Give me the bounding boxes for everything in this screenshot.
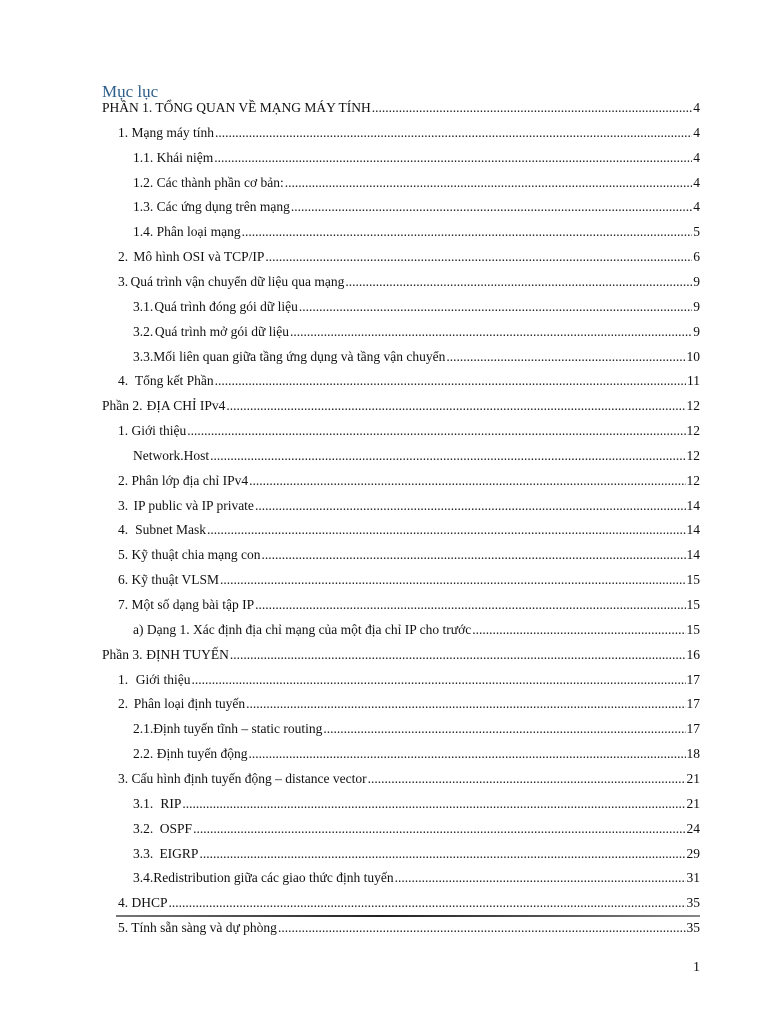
toc-entry-number: 3.3. <box>133 348 154 364</box>
toc-entry-number: 1. <box>118 671 129 687</box>
toc-entry[interactable] <box>118 123 700 143</box>
toc-entry-page: 35 <box>686 895 700 911</box>
dot-leader <box>187 421 685 441</box>
toc-entry-page: 10 <box>686 348 700 364</box>
toc-entry[interactable] <box>102 645 700 665</box>
toc-entry[interactable] <box>118 893 700 913</box>
toc-entry-page: 9 <box>693 298 700 314</box>
toc-entry-label: a) Dạng 1. Xác định địa chỉ mạng của một địa chỉ IP cho trước <box>133 621 472 637</box>
dot-leader <box>299 297 692 317</box>
toc-entry-label: Network.Host <box>133 447 210 463</box>
dot-leader <box>265 247 692 267</box>
toc-entry[interactable] <box>133 148 700 168</box>
toc-entry-label: 3. Cấu hình định tuyến động – distance vector <box>118 770 367 786</box>
toc-entry-number: 2.2. <box>133 746 154 762</box>
dot-leader <box>249 744 686 764</box>
page-number: 1 <box>693 960 700 975</box>
toc-entry-number: 3.3. <box>133 845 154 861</box>
dot-leader <box>278 918 686 938</box>
toc-entry-page: 17 <box>686 696 700 712</box>
toc-entry-label: Tổng kết Phần <box>134 373 214 389</box>
toc-entry-number: 4. <box>118 373 129 389</box>
toc-entry[interactable] <box>118 421 700 441</box>
toc-entry[interactable] <box>118 371 700 391</box>
toc-entry[interactable] <box>118 272 700 292</box>
toc-entry[interactable] <box>133 819 700 839</box>
toc-entry[interactable] <box>133 446 700 466</box>
toc-entry-page: 4 <box>693 174 700 190</box>
toc-entry-label: 6. Kỹ thuật VLSM <box>118 572 220 588</box>
dot-leader <box>291 197 692 217</box>
toc-entry-page: 17 <box>686 721 700 737</box>
toc-entry-label: 1. Mạng máy tính <box>118 124 214 140</box>
toc-entry[interactable] <box>118 520 700 540</box>
dot-leader <box>210 446 685 466</box>
dot-leader <box>214 148 692 168</box>
dot-leader <box>323 719 685 739</box>
dot-leader <box>368 769 686 789</box>
toc-entry[interactable] <box>133 794 700 814</box>
toc-entry[interactable] <box>118 595 700 615</box>
toc-entry[interactable] <box>118 570 700 590</box>
toc-entry-page: 4 <box>693 100 700 115</box>
dot-leader <box>182 794 685 814</box>
toc-entry[interactable] <box>133 744 700 764</box>
toc-entry-label: RIP <box>160 795 182 811</box>
toc-entry-number: 2.1. <box>133 721 154 737</box>
toc-entry[interactable] <box>118 694 700 714</box>
toc-entry-page: 6 <box>693 249 700 265</box>
toc-title: Mục lục <box>102 82 159 101</box>
toc-entry-page: 15 <box>686 621 700 637</box>
toc-entry[interactable] <box>133 297 700 317</box>
toc-entry[interactable] <box>133 719 700 739</box>
toc-entry-label: 2. Phân lớp địa chỉ IPv4 <box>118 472 249 488</box>
dot-leader <box>255 595 685 615</box>
toc-entry[interactable] <box>118 247 700 267</box>
toc-entry-number: Phần 3. <box>102 646 143 662</box>
toc-entry[interactable] <box>133 197 700 217</box>
dot-leader <box>261 545 685 565</box>
toc-entry-page: 21 <box>686 795 700 811</box>
toc-entry-label: Redistribution giữa các giao thức định tuyến <box>153 870 394 886</box>
dot-leader <box>199 844 685 864</box>
toc-entry-label: 4. DHCP <box>118 895 168 911</box>
toc-entry-number: 3.1. <box>133 298 154 314</box>
toc-entry[interactable] <box>118 918 700 938</box>
toc-entry-number: 3.4. <box>133 870 154 886</box>
dot-leader <box>395 868 686 888</box>
toc-entry[interactable] <box>133 620 700 640</box>
toc-entry-page: 4 <box>693 149 700 165</box>
toc-entry-label: ĐỊNH TUYẾN <box>146 646 229 662</box>
dot-leader <box>345 272 692 292</box>
footer-rule <box>116 915 700 917</box>
toc-entry-page: 17 <box>686 671 700 687</box>
toc-entry-label: OSPF <box>159 820 193 836</box>
toc-entry-label: Subnet Mask <box>135 522 207 538</box>
toc-entry-label: 1.4. Phân loại mạng <box>133 224 241 240</box>
toc-entry-label: 5. Tính sẵn sàng và dự phòng <box>118 920 277 936</box>
toc-entry-number: 2. <box>118 696 129 712</box>
toc-entry[interactable] <box>102 396 700 416</box>
toc-entry-page: 18 <box>686 746 700 762</box>
dot-leader <box>246 694 685 714</box>
toc-entry-page: 24 <box>686 820 700 836</box>
toc-entry-number: 3. <box>118 497 129 513</box>
dot-leader <box>242 222 693 242</box>
toc-entry-label: Mối liên quan giữa tầng ứng dụng và tầng vận chuyển <box>153 348 446 364</box>
toc-entry-number: 3.1. <box>133 795 154 811</box>
toc-entry-number: 4. <box>118 522 129 538</box>
toc-entry-page: 12 <box>686 472 700 488</box>
toc-entry[interactable] <box>133 322 700 342</box>
toc-entry-label: ĐỊA CHỈ IPv4 <box>146 398 226 414</box>
toc-entry-page: 9 <box>693 323 700 339</box>
dot-leader <box>446 347 685 367</box>
dot-leader <box>372 98 692 118</box>
dot-leader <box>230 645 686 665</box>
toc-entry-label: Giới thiệu <box>135 671 191 687</box>
toc-entry[interactable] <box>118 471 700 491</box>
toc-entry-number: 2. <box>118 249 129 265</box>
toc-entry-page: 15 <box>686 572 700 588</box>
toc-entry-label: IP public và IP private <box>133 497 254 513</box>
toc-entry-page: 21 <box>686 770 700 786</box>
toc-entry-label: 5. Kỹ thuật chia mạng con <box>118 547 261 563</box>
toc-entry-label: Mô hình OSI và TCP/IP <box>133 249 265 265</box>
toc-entry-label: Quá trình đóng gói dữ liệu <box>154 298 298 314</box>
toc-entry-page: 14 <box>686 497 700 513</box>
toc-entry[interactable] <box>133 868 700 888</box>
toc-entry-label: Quá trình mở gói dữ liệu <box>154 323 289 339</box>
toc-entry[interactable] <box>118 496 700 516</box>
toc-entry-label: 7. Một số dạng bài tập IP <box>118 597 255 612</box>
toc-entry-page: 16 <box>686 646 700 662</box>
toc-entry-page: 35 <box>686 920 700 936</box>
toc-entry[interactable] <box>133 844 700 864</box>
toc-entry-page: 12 <box>686 447 700 463</box>
dot-leader <box>191 670 685 690</box>
toc-entry-label: PHẦN 1. TỔNG QUAN VỀ MẠNG MÁY TÍNH <box>102 100 371 115</box>
toc-entry[interactable] <box>102 98 700 118</box>
toc-entry-label: 1.2. Các thành phần cơ bản: <box>133 174 284 190</box>
toc-entry-page: 5 <box>693 224 700 240</box>
toc-entry-label: 1. Giới thiệu <box>118 423 187 439</box>
toc-entry-page: 12 <box>686 398 700 414</box>
dot-leader <box>193 819 685 839</box>
toc-entry-label: 1.3. Các ứng dụng trên mạng <box>133 199 290 215</box>
toc-entry-number: 3. <box>118 273 129 289</box>
toc-entry-page: 31 <box>686 870 700 886</box>
toc-entry[interactable] <box>133 173 700 193</box>
toc-entry-page: 4 <box>693 124 700 140</box>
dot-leader <box>290 322 692 342</box>
toc-entry-page: 29 <box>686 845 700 861</box>
dot-leader <box>215 371 686 391</box>
toc-entry-page: 14 <box>686 522 700 538</box>
toc-entry-number: 3.2. <box>133 820 154 836</box>
dot-leader <box>215 123 692 143</box>
toc-entry[interactable] <box>118 545 700 565</box>
toc-entry-page: 15 <box>686 597 700 612</box>
dot-leader <box>226 396 685 416</box>
dot-leader <box>255 496 686 516</box>
toc-entry-page: 12 <box>686 423 700 439</box>
toc-entry-label: Định tuyến tĩnh – static routing <box>153 721 323 737</box>
toc-entry-label: EIGRP <box>159 845 199 861</box>
toc-entry-label: 1.1. Khái niệm <box>133 149 214 165</box>
toc-entry-label: Định tuyến động <box>156 746 248 762</box>
dot-leader <box>285 173 693 193</box>
dot-leader <box>249 471 685 491</box>
toc-entry-label: Phân loại định tuyến <box>133 696 246 712</box>
toc-entry-page: 14 <box>686 547 700 563</box>
toc-entry[interactable] <box>133 347 700 367</box>
toc-entry-number: Phần 2. <box>102 398 143 414</box>
toc-entry-page: 11 <box>687 373 700 389</box>
toc-entry[interactable] <box>133 222 700 242</box>
dot-leader <box>472 620 685 640</box>
toc-entry-label: Quá trình vận chuyển dữ liệu qua mạng <box>130 273 345 289</box>
toc-entry-number: 3.2. <box>133 323 154 339</box>
toc-entry[interactable] <box>118 769 700 789</box>
toc-entry-page: 4 <box>693 199 700 215</box>
dot-leader <box>207 520 685 540</box>
dot-leader <box>220 570 685 590</box>
dot-leader <box>169 893 686 913</box>
toc-entry[interactable] <box>118 670 700 690</box>
toc-entry-page: 9 <box>693 273 700 289</box>
